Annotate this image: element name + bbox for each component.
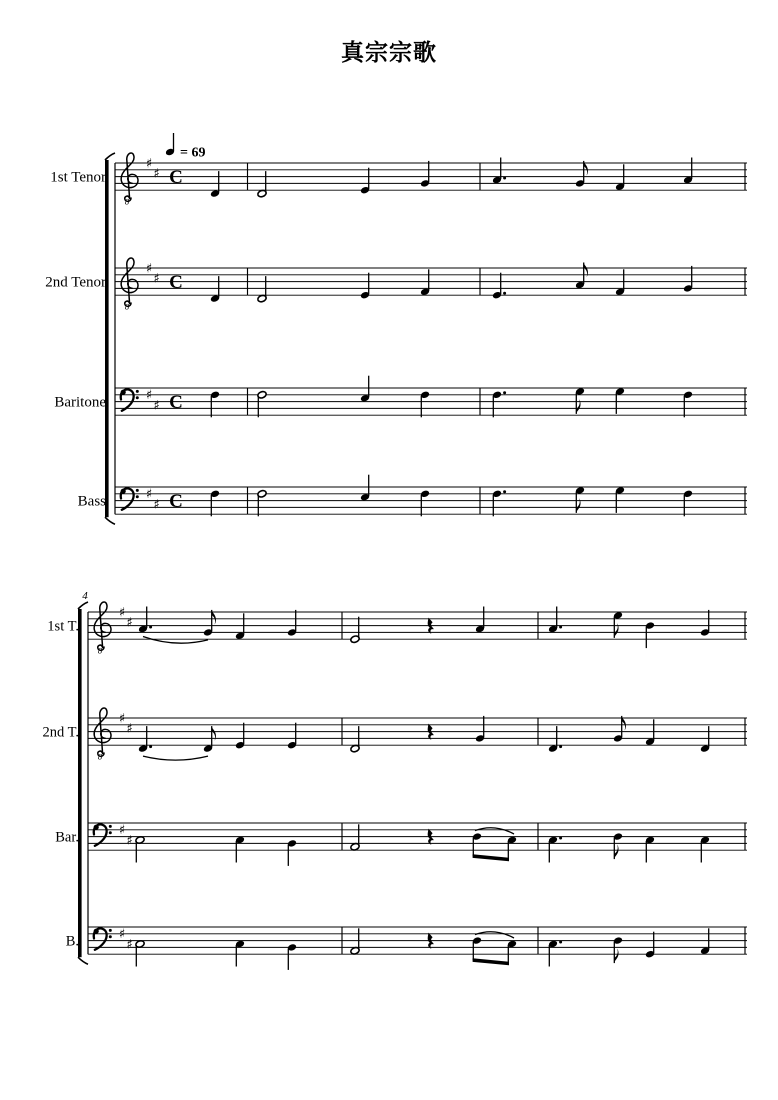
part-label: Baritone (54, 394, 106, 411)
bass-clef-dot (109, 831, 112, 834)
sharp-icon: ♯ (126, 615, 133, 631)
augmentation-dot (559, 745, 562, 748)
slur (143, 637, 208, 644)
time-signature: C (169, 167, 183, 189)
part-label: 1st Tenor (50, 169, 106, 186)
augmentation-dot (559, 941, 562, 944)
augmentation-dot (149, 745, 152, 748)
augmentation-dot (503, 292, 506, 295)
beam (473, 854, 509, 861)
bass-clef-icon (94, 824, 107, 845)
system-bracket (78, 609, 82, 957)
sharp-icon: ♯ (145, 261, 153, 277)
treble-clef-icon (121, 153, 138, 201)
bass-clef-dot (136, 489, 139, 492)
sharp-icon: ♯ (153, 497, 160, 513)
bracket-tip (78, 957, 88, 964)
bass-clef-dot (136, 495, 139, 498)
bracket-tip (105, 153, 115, 160)
sharp-icon: ♯ (145, 487, 153, 503)
beam (473, 958, 509, 965)
sharp-icon: ♯ (118, 927, 126, 943)
bass-clef-dot (109, 825, 112, 828)
sharp-icon: ♯ (126, 937, 133, 953)
augmentation-dot (503, 177, 506, 180)
sharp-icon: ♯ (118, 823, 126, 839)
augmentation-dot (559, 626, 562, 629)
clef-octave-8: 8 (124, 301, 130, 312)
time-signature: C (169, 491, 183, 513)
sharp-icon: ♯ (145, 388, 153, 404)
tempo-bpm: = 69 (180, 145, 206, 161)
sharp-icon: ♯ (153, 271, 160, 287)
bass-clef-icon (121, 389, 134, 410)
time-signature: C (169, 272, 183, 294)
bass-clef-icon (121, 488, 134, 509)
bass-clef-icon (94, 928, 107, 949)
bass-clef-dot (109, 929, 112, 932)
bass-clef-dot (136, 390, 139, 393)
sharp-icon: ♯ (153, 398, 160, 414)
clef-octave-8: 8 (97, 751, 103, 762)
bass-clef-dot (136, 396, 139, 399)
sharp-icon: ♯ (153, 166, 160, 182)
part-label: B. (65, 933, 79, 950)
slur (475, 932, 514, 938)
augmentation-dot (149, 626, 152, 629)
measure-number: 4 (82, 590, 88, 602)
bracket-tip (105, 517, 115, 524)
sharp-icon: ♯ (118, 711, 126, 727)
clef-octave-8: 8 (124, 196, 130, 207)
slur (475, 828, 514, 834)
augmentation-dot (503, 490, 506, 493)
sharp-icon: ♯ (145, 156, 153, 172)
clef-octave-8: 8 (97, 645, 103, 656)
part-label: Bass (77, 493, 106, 510)
treble-clef-icon (121, 258, 138, 306)
part-label: 2nd Tenor (45, 274, 106, 291)
bass-clef-dot (109, 935, 112, 938)
time-signature: C (169, 392, 183, 414)
part-label: 1st T. (47, 618, 79, 635)
slur (143, 756, 208, 760)
treble-clef-icon (94, 708, 111, 756)
augmentation-dot (503, 391, 506, 394)
part-label: Bar. (55, 829, 79, 846)
score-title: 真宗宗歌 (341, 40, 437, 66)
bracket-tip (78, 602, 88, 609)
treble-clef-icon (94, 602, 111, 650)
augmentation-dot (559, 837, 562, 840)
sharp-icon: ♯ (126, 833, 133, 849)
sharp-icon: ♯ (126, 721, 133, 737)
part-label: 2nd T. (42, 724, 79, 741)
system-bracket (105, 160, 109, 517)
sharp-icon: ♯ (118, 605, 126, 621)
